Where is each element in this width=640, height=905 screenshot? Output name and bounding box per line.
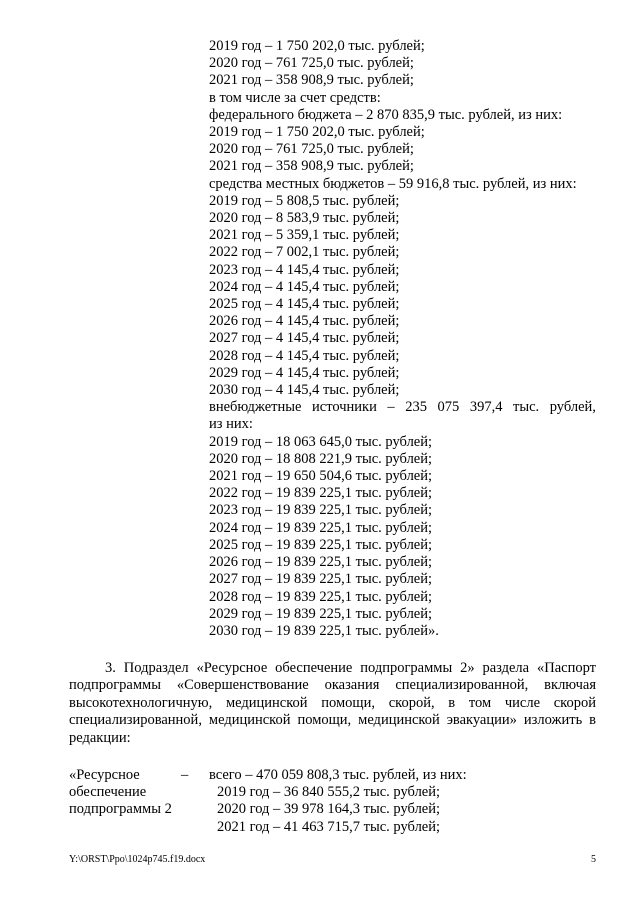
page-footer [69,854,596,866]
table-row [69,784,596,801]
page-number: 5 [591,854,596,865]
funding-line: 2019 год – 18 063 645,0 тыс. рублей; [209,433,433,450]
funding-line: 2028 год – 19 839 225,1 тыс. рублей; [209,588,433,605]
funding-line: 2021 год – 5 359,1 тыс. рублей; [209,227,400,244]
row-value: всего – 470 059 808,3 тыс. рублей, из них: [209,767,467,783]
funding-line: 2027 год – 4 145,4 тыс. рублей; [209,330,400,347]
row-label: подпрограммы 2 [69,801,172,818]
funding-line: 2019 год – 1 750 202,0 тыс. рублей; [209,124,425,141]
funding-line: 2026 год – 19 839 225,1 тыс. рублей; [209,554,433,571]
funding-line: 2027 год – 19 839 225,1 тыс. рублей; [209,571,433,588]
funding-line: 2023 год – 19 839 225,1 тыс. рублей; [209,502,433,519]
row-dash [181,801,209,818]
funding-line: 2024 год – 19 839 225,1 тыс. рублей; [209,519,433,536]
funding-line: 2019 год – 5 808,5 тыс. рублей; [209,192,400,209]
table-row [69,767,596,784]
row-value: 2020 год – 39 978 164,3 тыс. рублей; [217,801,441,818]
amendment-paragraph [69,660,596,747]
funding-line: 2021 год – 19 650 504,6 тыс. рублей; [209,468,433,485]
funding-line: 2025 год – 19 839 225,1 тыс. рублей; [209,536,433,553]
extrabudget-word: источники [312,399,377,416]
funding-line: 2019 год – 1 750 202,0 тыс. рублей; [209,38,425,54]
table-row [69,819,596,836]
funding-line: 2022 год – 7 002,1 тыс. рублей; [209,244,400,261]
funding-line: 2020 год – 18 808 221,9 тыс. рублей; [209,450,433,467]
funding-line: 2026 год – 4 145,4 тыс. рублей; [209,313,400,330]
funding-line: 2022 год – 19 839 225,1 тыс. рублей; [209,485,433,502]
funding-line: из них: [209,416,253,433]
amendment-text: 3. Подраздел «Ресурсное обеспечение подпрограммы 2» раздела «Паспорт подпрограммы «Совершенствование оказания специализированной, включая высокотехнологичную, медицинской помощи, скорой, в том числе скорой специализированной, медицинской помощи, медицинской эвакуации» изложить в редакции: [69,660,596,746]
row-dash [181,819,209,836]
funding-line: 2020 год – 761 725,0 тыс. рублей; [209,141,414,158]
extrabudget-word: внебюджетные [209,399,302,416]
extrabudget-word: 235 [405,399,427,416]
funding-list [209,38,596,640]
funding-line: 2020 год – 761 725,0 тыс. рублей; [209,55,414,72]
funding-line: 2021 год – 358 908,9 тыс. рублей; [209,72,414,89]
row-label: обеспечение [69,784,147,801]
funding-line: 2020 год – 8 583,9 тыс. рублей; [209,210,400,227]
funding-line: средства местных бюджетов – 59 916,8 тыс. рублей, из них: [209,175,577,192]
extrabudget-word: рублей, [549,399,596,416]
extrabudget-word: 075 [437,399,460,416]
funding-line: 2029 год – 4 145,4 тыс. рублей; [209,364,400,381]
funding-line: федерального бюджета – 2 870 835,9 тыс. рублей, из них: [209,106,563,123]
funding-line: в том числе за счет средств: [209,89,381,106]
extrabudget-line [209,399,596,416]
funding-line: 2029 год – 19 839 225,1 тыс. рублей; [209,605,433,622]
funding-line: 2024 год – 4 145,4 тыс. рублей; [209,278,400,295]
row-value: 2021 год – 41 463 715,7 тыс. рублей; [217,818,441,835]
file-path: Y:\ORST\Ppo\1024p745.f19.docx [69,854,206,865]
extrabudget-word: – [387,399,395,416]
funding-line: 2030 год – 19 839 225,1 тыс. рублей». [209,622,439,639]
row-dash: – [181,767,189,783]
extrabudget-word: 397,4 [469,399,503,416]
row-value: 2019 год – 36 840 555,2 тыс. рублей; [217,784,441,801]
table-row [69,801,596,818]
funding-line: 2030 год – 4 145,4 тыс. рублей; [209,382,400,399]
funding-line: 2025 год – 4 145,4 тыс. рублей; [209,296,400,313]
row-label [69,819,181,836]
funding-line: 2028 год – 4 145,4 тыс. рублей; [209,347,400,364]
extrabudget-word: тыс. [513,399,540,416]
funding-line: 2023 год – 4 145,4 тыс. рублей; [209,261,400,278]
funding-line: 2021 год – 358 908,9 тыс. рублей; [209,158,414,175]
row-label: «Ресурсное [69,767,140,783]
resource-table [69,767,596,836]
row-dash [181,784,209,801]
